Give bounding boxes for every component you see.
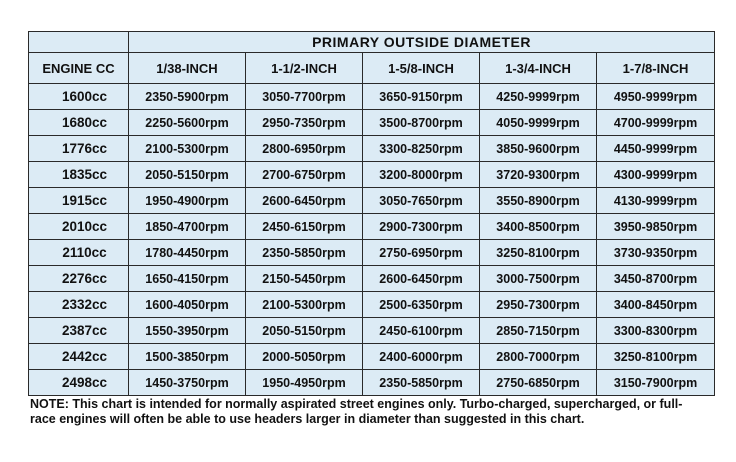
engine-cc-cell: 1835cc	[29, 162, 129, 188]
rpm-range-cell: 4950-9999rpm	[597, 84, 715, 110]
rpm-range-cell: 2750-6850rpm	[480, 370, 597, 396]
engine-cc-cell: 2498cc	[29, 370, 129, 396]
rpm-range-cell: 3400-8450rpm	[597, 292, 715, 318]
rpm-range-cell: 1500-3850rpm	[129, 344, 246, 370]
engine-cc-cell: 2276cc	[29, 266, 129, 292]
column-header-row	[29, 53, 715, 84]
rpm-range-cell: 4700-9999rpm	[597, 110, 715, 136]
footnote: NOTE: This chart is intended for normally aspirated street engines only. Turbo-charged, supercharged, or full-race engines will often be able to use headers larger in diameter than suggested in this chart.	[30, 397, 683, 426]
rpm-range-cell: 3650-9150rpm	[363, 84, 480, 110]
rpm-range-cell: 1450-3750rpm	[129, 370, 246, 396]
rpm-range-cell: 3150-7900rpm	[597, 370, 715, 396]
rpm-range-cell: 3450-8700rpm	[597, 266, 715, 292]
engine-cc-cell: 1915cc	[29, 188, 129, 214]
rpm-range-cell: 2800-6950rpm	[246, 136, 363, 162]
rpm-range-cell: 4450-9999rpm	[597, 136, 715, 162]
column-header: 1/38-INCH	[129, 53, 246, 84]
table-row	[29, 370, 715, 396]
rpm-range-cell: 1950-4950rpm	[246, 370, 363, 396]
rpm-range-cell: 1950-4900rpm	[129, 188, 246, 214]
rpm-range-cell: 2250-5600rpm	[129, 110, 246, 136]
table-row	[29, 188, 715, 214]
rpm-range-cell: 2600-6450rpm	[363, 266, 480, 292]
rpm-range-cell: 2900-7300rpm	[363, 214, 480, 240]
engine-cc-cell: 2332cc	[29, 292, 129, 318]
column-header: 1-1/2-INCH	[246, 53, 363, 84]
rpm-range-cell: 3550-8900rpm	[480, 188, 597, 214]
rpm-range-cell: 2750-6950rpm	[363, 240, 480, 266]
rpm-range-cell: 2000-5050rpm	[246, 344, 363, 370]
engine-cc-header: ENGINE CC	[29, 53, 129, 84]
rpm-range-cell: 2850-7150rpm	[480, 318, 597, 344]
rpm-range-cell: 3950-9850rpm	[597, 214, 715, 240]
rpm-range-cell: 3300-8250rpm	[363, 136, 480, 162]
rpm-range-cell: 2150-5450rpm	[246, 266, 363, 292]
primary-diameter-header: PRIMARY OUTSIDE DIAMETER	[129, 32, 715, 53]
engine-cc-cell: 1600cc	[29, 84, 129, 110]
column-header: 1-5/8-INCH	[363, 53, 480, 84]
table-row	[29, 84, 715, 110]
rpm-range-cell: 1780-4450rpm	[129, 240, 246, 266]
super-header-row	[29, 32, 715, 53]
engine-cc-cell: 2387cc	[29, 318, 129, 344]
rpm-range-cell: 3400-8500rpm	[480, 214, 597, 240]
table-row	[29, 214, 715, 240]
engine-cc-cell: 1776cc	[29, 136, 129, 162]
rpm-range-cell: 2100-5300rpm	[129, 136, 246, 162]
rpm-range-cell: 4050-9999rpm	[480, 110, 597, 136]
rpm-range-cell: 2350-5850rpm	[246, 240, 363, 266]
engine-cc-cell: 2010cc	[29, 214, 129, 240]
rpm-range-cell: 2600-6450rpm	[246, 188, 363, 214]
rpm-range-cell: 3050-7650rpm	[363, 188, 480, 214]
rpm-range-cell: 2800-7000rpm	[480, 344, 597, 370]
rpm-range-cell: 1650-4150rpm	[129, 266, 246, 292]
table-row	[29, 110, 715, 136]
rpm-range-cell: 2950-7300rpm	[480, 292, 597, 318]
rpm-range-cell: 3200-8000rpm	[363, 162, 480, 188]
rpm-range-cell: 2350-5850rpm	[363, 370, 480, 396]
rpm-range-cell: 1850-4700rpm	[129, 214, 246, 240]
rpm-range-cell: 1600-4050rpm	[129, 292, 246, 318]
rpm-range-cell: 2400-6000rpm	[363, 344, 480, 370]
rpm-range-cell: 2950-7350rpm	[246, 110, 363, 136]
rpm-range-cell: 2100-5300rpm	[246, 292, 363, 318]
rpm-range-cell: 2050-5150rpm	[246, 318, 363, 344]
header-rpm-chart	[28, 31, 715, 396]
table-row	[29, 136, 715, 162]
rpm-range-cell: 1550-3950rpm	[129, 318, 246, 344]
rpm-range-cell: 2450-6150rpm	[246, 214, 363, 240]
table-row	[29, 266, 715, 292]
column-header: 1-7/8-INCH	[597, 53, 715, 84]
rpm-range-cell: 2500-6350rpm	[363, 292, 480, 318]
table-row	[29, 162, 715, 188]
rpm-range-cell: 3300-8300rpm	[597, 318, 715, 344]
rpm-range-cell: 3250-8100rpm	[597, 344, 715, 370]
rpm-range-cell: 3000-7500rpm	[480, 266, 597, 292]
table-row	[29, 240, 715, 266]
engine-cc-cell: 2110cc	[29, 240, 129, 266]
rpm-range-cell: 4130-9999rpm	[597, 188, 715, 214]
rpm-range-cell: 4250-9999rpm	[480, 84, 597, 110]
table-row	[29, 292, 715, 318]
rpm-range-cell: 3850-9600rpm	[480, 136, 597, 162]
rpm-range-cell: 2450-6100rpm	[363, 318, 480, 344]
rpm-range-cell: 2350-5900rpm	[129, 84, 246, 110]
rpm-range-cell: 3250-8100rpm	[480, 240, 597, 266]
rpm-range-cell: 2700-6750rpm	[246, 162, 363, 188]
rpm-range-cell: 3500-8700rpm	[363, 110, 480, 136]
rpm-range-cell: 3730-9350rpm	[597, 240, 715, 266]
table-row	[29, 344, 715, 370]
corner-cell	[29, 32, 129, 53]
rpm-range-cell: 3050-7700rpm	[246, 84, 363, 110]
rpm-range-cell: 2050-5150rpm	[129, 162, 246, 188]
rpm-range-cell: 4300-9999rpm	[597, 162, 715, 188]
engine-cc-cell: 1680cc	[29, 110, 129, 136]
table-row	[29, 318, 715, 344]
rpm-range-cell: 3720-9300rpm	[480, 162, 597, 188]
engine-cc-cell: 2442cc	[29, 344, 129, 370]
column-header: 1-3/4-INCH	[480, 53, 597, 84]
table-body	[29, 84, 715, 396]
